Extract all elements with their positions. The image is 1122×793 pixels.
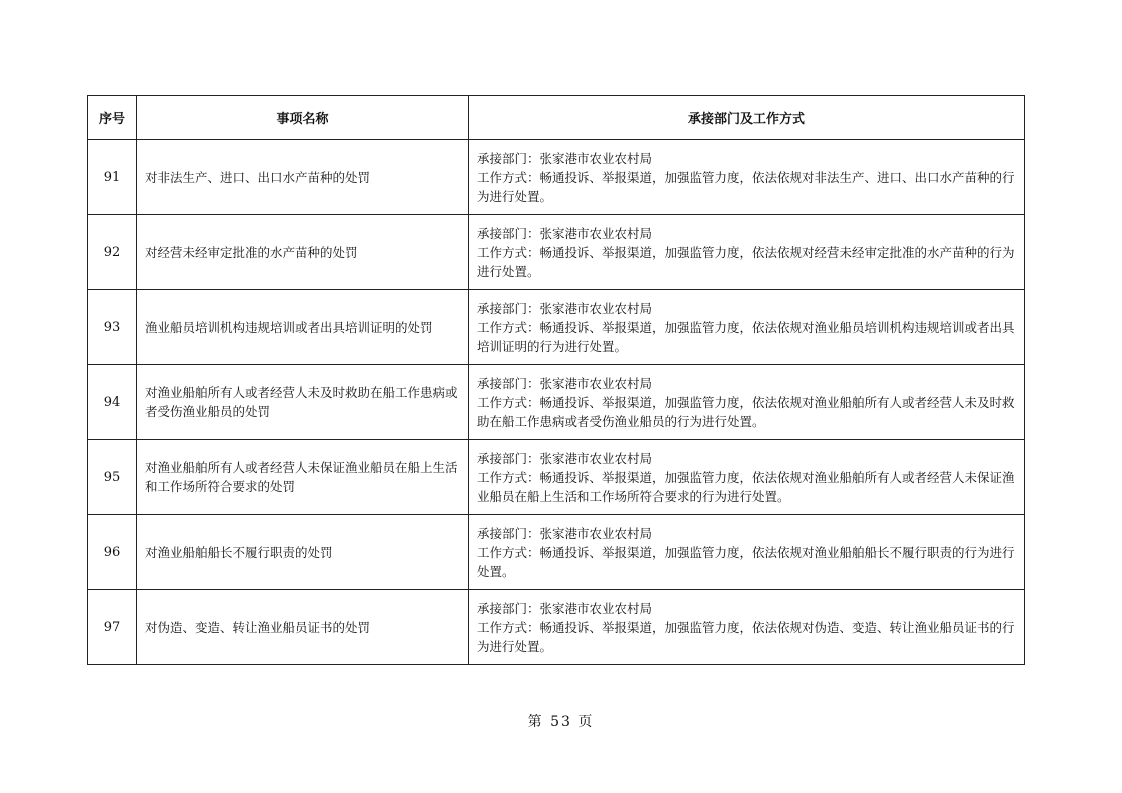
- row-number: 96: [88, 515, 137, 590]
- header-name: 事项名称: [137, 96, 469, 140]
- dept-cell: [469, 140, 1025, 215]
- dept-cell: [469, 440, 1025, 515]
- dept-cell: [469, 215, 1025, 290]
- dept-cell: [469, 365, 1025, 440]
- row-number: 97: [88, 590, 137, 665]
- work-method: 工作方式：畅通投诉、举报渠道，加强监管力度，依法依规对渔业船舶所有人或者经营人未及时救助在船工作患病或者受伤渔业船员的行为进行处置。: [477, 394, 1015, 429]
- item-name: 对经营未经审定批准的水产苗种的处罚: [137, 215, 469, 290]
- table-row: [88, 590, 1025, 665]
- item-name: 对非法生产、进口、出口水产苗种的处罚: [137, 140, 469, 215]
- item-name: 对渔业船舶所有人或者经营人未及时救助在船工作患病或者受伤渔业船员的处罚: [137, 365, 469, 440]
- dept-line: 承接部门：张家港市农业农村局: [477, 375, 653, 391]
- dept-cell: [469, 590, 1025, 665]
- table-row: [88, 290, 1025, 365]
- item-name: 对伪造、变造、转让渔业船员证书的处罚: [137, 590, 469, 665]
- row-number: 94: [88, 365, 137, 440]
- header-dept: 承接部门及工作方式: [469, 96, 1025, 140]
- table-row: [88, 440, 1025, 515]
- work-method: 工作方式：畅通投诉、举报渠道，加强监管力度，依法依规对伪造、变造、转让渔业船员证书的行为进行处置。: [477, 619, 1015, 654]
- row-number: 93: [88, 290, 137, 365]
- table-row: [88, 365, 1025, 440]
- row-number: 92: [88, 215, 137, 290]
- dept-line: 承接部门：张家港市农业农村局: [477, 450, 653, 466]
- work-method: 工作方式：畅通投诉、举报渠道，加强监管力度，依法依规对渔业船舶船长不履行职责的行为进行处置。: [477, 544, 1015, 579]
- dept-line: 承接部门：张家港市农业农村局: [477, 300, 653, 316]
- page-number: 第 53 页: [527, 714, 595, 730]
- work-method: 工作方式：畅通投诉、举报渠道，加强监管力度，依法依规对渔业船员培训机构违规培训或者出具培训证明的行为进行处置。: [477, 319, 1015, 354]
- table-header-row: [88, 96, 1025, 140]
- work-method: 工作方式：畅通投诉、举报渠道，加强监管力度，依法依规对经营未经审定批准的水产苗种的行为进行处置。: [477, 244, 1015, 279]
- dept-cell: [469, 515, 1025, 590]
- dept-line: 承接部门：张家港市农业农村局: [477, 600, 653, 616]
- dept-line: 承接部门：张家港市农业农村局: [477, 225, 653, 241]
- table-row: [88, 215, 1025, 290]
- header-num: 序号: [88, 96, 137, 140]
- row-number: 91: [88, 140, 137, 215]
- dept-line: 承接部门：张家港市农业农村局: [477, 525, 653, 541]
- work-method: 工作方式：畅通投诉、举报渠道，加强监管力度，依法依规对非法生产、进口、出口水产苗种的行为进行处置。: [477, 169, 1015, 204]
- dept-line: 承接部门：张家港市农业农村局: [477, 150, 653, 166]
- item-name: 渔业船员培训机构违规培训或者出具培训证明的处罚: [137, 290, 469, 365]
- item-name: 对渔业船舶所有人或者经营人未保证渔业船员在船上生活和工作场所符合要求的处罚: [137, 440, 469, 515]
- item-name: 对渔业船舶船长不履行职责的处罚: [137, 515, 469, 590]
- row-number: 95: [88, 440, 137, 515]
- items-table: [87, 95, 1025, 665]
- table-row: [88, 140, 1025, 215]
- dept-cell: [469, 290, 1025, 365]
- table-row: [88, 515, 1025, 590]
- work-method: 工作方式：畅通投诉、举报渠道，加强监管力度，依法依规对渔业船舶所有人或者经营人未保证渔业船员在船上生活和工作场所符合要求的行为进行处置。: [477, 469, 1015, 504]
